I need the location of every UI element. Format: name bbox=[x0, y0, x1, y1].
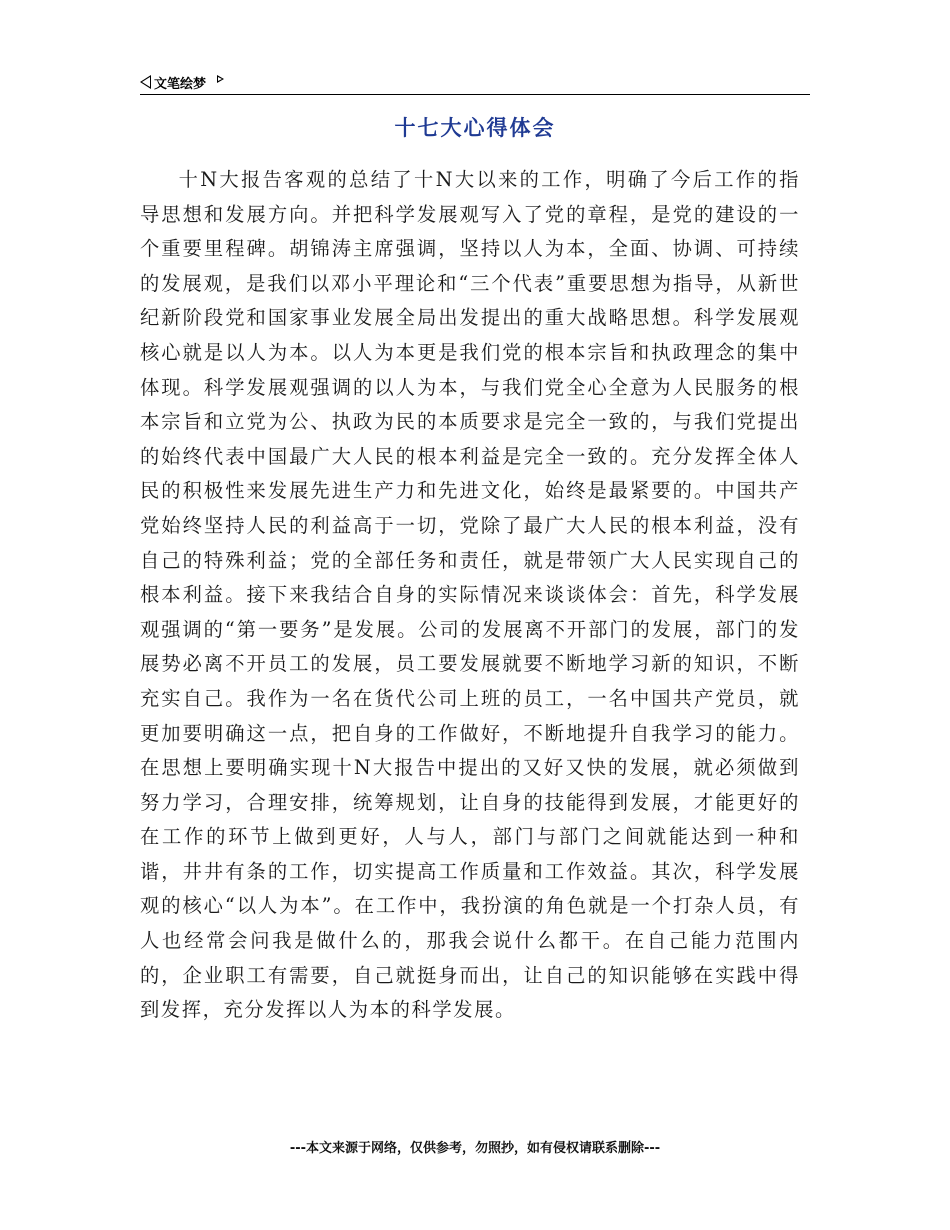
header-brand bbox=[140, 72, 224, 92]
document-body: 十N大报告客观的总结了十N大以来的工作，明确了今后工作的指导思想和发展方向。并把科学发展观写入了党的章程，是党的建设的一个重要里程碑。胡锦涛主席强调，坚持以人为本，全面、协调、可持续的发展观，是我们以邓小平理论和“三个代表”重要思想为指导，从新世纪新阶段党和国家事业发展全局出发提出的重大战略思想。科学发展观核心就是以人为本。以人为本更是我们党的根本宗旨和执政理念的集中体现。科学发展观强调的以人为本，与我们党全心全意为人民服务的根本宗旨和立党为公、执政为民的本质要求是完全一致的，与我们党提出的始终代表中国最广大人民的根本利益是完全一致的。充分发挥全体人民的积极性来发展先进生产力和先进文化，始终是最紧要的。中国共产党始终坚持人民的利益高于一切，党除了最广大人民的根本利益，没有自己的特殊利益；党的全部任务和责任，就是带领广大人民实现自己的根本利益。接下来我结合自身的实际情况来谈谈体会：首先，科学发展观强调的“第一要务”是发展。公司的发展离不开部门的发展，部门的发展势必离不开员工的发展，员工要发展就要不断地学习新的知识，不断充实自己。我作为一名在货代公司上班的员工，一名中国共产党员，就更加要明确这一点，把自身的工作做好，不断地提升自我学习的能力。在思想上要明确实现十N大报告中提出的又好又快的发展，就必须做到努力学习，合理安排，统筹规划，让自身的技能得到发展，才能更好的在工作的环节上做到更好，人与人，部门与部门之间就能达到一种和谐，井井有条的工作，切实提高工作质量和工作效益。其次，科学发展观的核心“以人为本”。在工作中，我扮演的角色就是一个打杂人员，有人也经常会问我是做什么的，那我会说什么都干。在自己能力范围内的，企业职工有需要，自己就挺身而出，让自己的知识能够在实践中得到发挥，充分发挥以人为本的科学发展。 bbox=[140, 168, 800, 1022]
triangle-right-icon bbox=[217, 75, 224, 83]
page-header bbox=[140, 72, 810, 95]
footer-disclaimer: ---本文来源于网络，仅供参考，勿照抄，如有侵权请联系删除--- bbox=[289, 1141, 661, 1156]
header-brand-text: 文笔绘梦 bbox=[154, 76, 207, 92]
document-title: 十七大心得体会 bbox=[394, 115, 556, 140]
triangle-left-icon bbox=[140, 75, 151, 89]
